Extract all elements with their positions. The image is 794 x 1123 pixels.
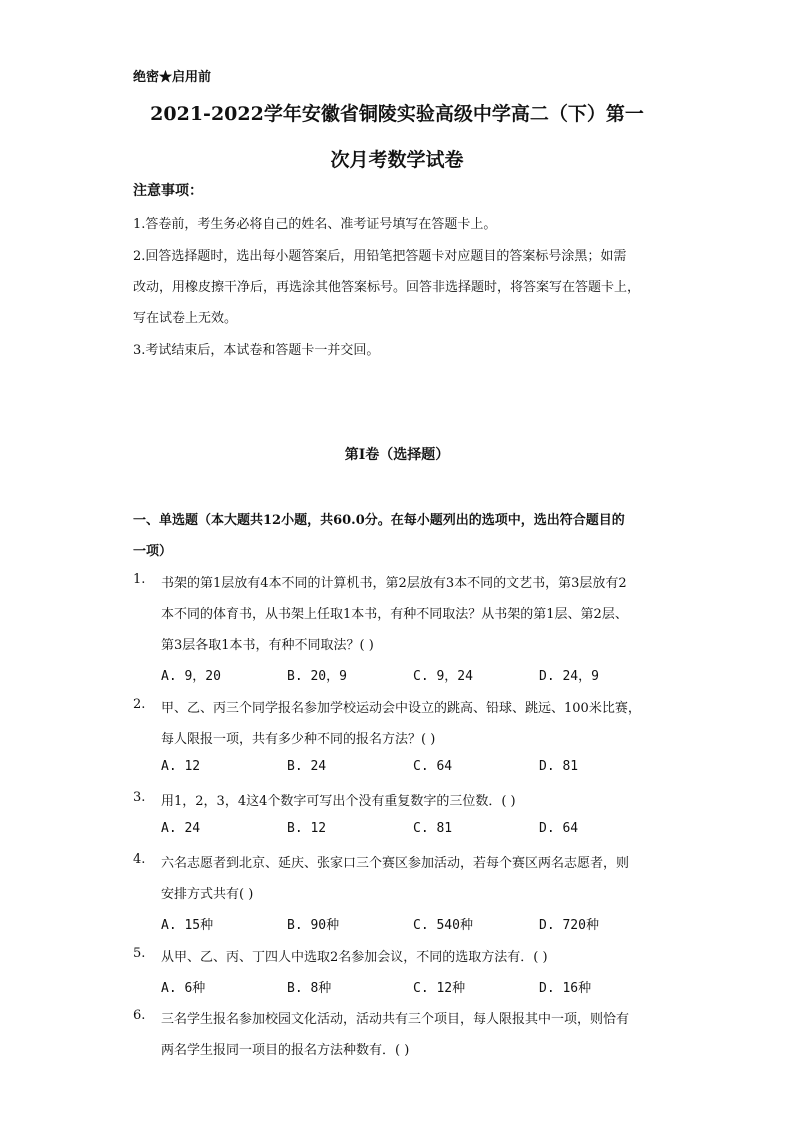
question-text: 从甲、乙、丙、丁四人中选取2名参加会议，不同的选取方法有．( ) [161,950,548,965]
question-text: 甲、乙、丙三个同学报名参加学校运动会中设立的跳高、铅球、跳远、100米比赛， [161,701,641,716]
notice-heading: 注意事项： [133,183,203,199]
question-number: 3. [133,790,146,805]
option-a: A. 6种 [161,981,206,996]
question-text: 书架的第1层放有4本不同的计算机书，第2层放有3本不同的文艺书，第3层放有2 [161,576,627,591]
question-text: 安排方式共有( ) [161,887,254,902]
section-title: 第Ⅰ卷（选择题） [344,447,450,463]
exam-title-line-1: 2021-2022学年安徽省铜陵实验高级中学高二（下）第一 [150,103,644,125]
option-b: B. 8种 [287,981,332,996]
option-b: B. 24 [287,759,327,774]
part-heading-line-1: 一、单选题（本大题共12小题，共60.0分。在每小题列出的选项中，选出符合题目的 [133,513,625,528]
question-number: 1. [133,572,146,587]
question-number: 6. [133,1008,146,1023]
option-a: A. 15种 [161,918,214,933]
notice-line: 3.考试结束后，本试卷和答题卡一并交回。 [133,343,380,358]
notice-line: 改动，用橡皮擦干净后，再选涂其他答案标号。回答非选择题时，将答案写在答题卡上， [133,280,641,295]
option-b: B. 20，9 [287,669,347,684]
option-a: A. 12 [161,759,201,774]
question-text: 每人限报一项，共有多少种不同的报名方法？( ) [161,732,436,747]
option-b: B. 90种 [287,918,340,933]
exam-title-line-2: 次月考数学试卷 [330,149,464,171]
question-number: 4. [133,852,146,867]
option-d: D. 64 [539,821,579,836]
option-c: C. 64 [413,759,453,774]
confidential-mark: 绝密★启用前 [133,70,212,85]
option-b: B. 12 [287,821,327,836]
question-text: 本不同的体育书，从书架上任取1本书，有种不同取法？从书架的第1层、第2层、 [161,607,628,622]
question-text: 两名学生报同一项目的报名方法种数有．( ) [161,1043,410,1058]
question-number: 2. [133,697,146,712]
notice-line: 写在试卷上无效。 [133,311,238,326]
option-c: C. 540种 [413,918,473,933]
question-text: 用1，2，3，4这4个数字可写出个没有重复数字的三位数．( ) [161,794,516,809]
option-c: C. 12种 [413,981,466,996]
question-number: 5. [133,946,146,961]
question-text: 三名学生报名参加校园文化活动，活动共有三个项目，每人限报其中一项，则恰有 [161,1012,630,1027]
option-d: D. 81 [539,759,579,774]
option-c: C. 81 [413,821,453,836]
question-text: 六名志愿者到北京、延庆、张家口三个赛区参加活动，若每个赛区两名志愿者，则 [161,856,630,871]
option-a: A. 9，20 [161,669,221,684]
notice-line: 1.答卷前，考生务必将自己的姓名、准考证号填写在答题卡上。 [133,217,497,232]
option-a: A. 24 [161,821,201,836]
option-d: D. 24，9 [539,669,599,684]
option-c: C. 9，24 [413,669,473,684]
option-d: D. 720种 [539,918,599,933]
option-d: D. 16种 [539,981,592,996]
question-text: 第3层各取1本书，有种不同取法？( ) [161,638,374,653]
part-heading-line-2: 一项） [133,544,173,559]
notice-line: 2.回答选择题时，选出每小题答案后，用铅笔把答题卡对应题目的答案标号涂黑；如需 [133,249,627,264]
